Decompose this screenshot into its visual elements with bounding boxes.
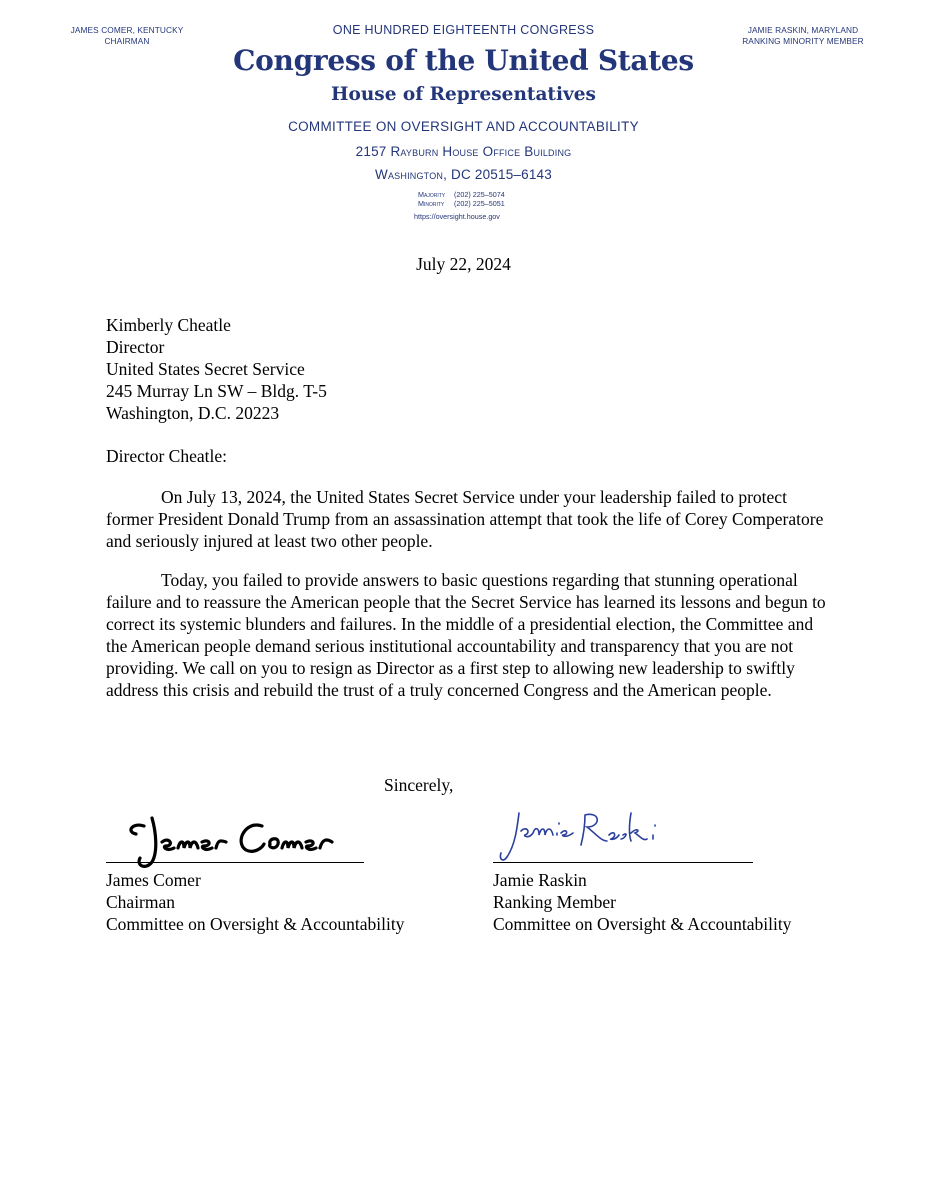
phone-numbers: [418, 190, 505, 208]
salutation: Director Cheatle:: [106, 446, 227, 466]
letter-date: July 22, 2024: [416, 254, 511, 274]
minority-phone: (202) 225–5051: [454, 199, 505, 208]
city-address: Washington, DC 20515–6143: [375, 167, 552, 182]
recipient-title: Director: [106, 337, 165, 357]
raskin-signature: [497, 805, 677, 865]
minority-label: Minority: [418, 199, 445, 208]
majority-phone-row: [418, 190, 505, 199]
signatory-committee: Committee on Oversight & Accountability: [106, 914, 405, 934]
majority-label: Majority: [418, 190, 446, 199]
signatory-committee: Committee on Oversight & Accountability: [493, 914, 792, 934]
recipient-city: Washington, D.C. 20223: [106, 403, 280, 423]
signatory-title: Ranking Member: [493, 892, 616, 912]
closing: Sincerely,: [384, 775, 454, 795]
ranking-member-title: RANKING MINORITY MEMBER: [742, 36, 864, 46]
congress-number: ONE HUNDRED EIGHTEENTH CONGRESS: [332, 23, 595, 37]
letterhead-title: Congress of the United States: [233, 44, 694, 77]
signatory-name: Jamie Raskin: [493, 870, 587, 890]
recipient-name: Kimberly Cheatle: [106, 315, 231, 335]
letterhead-subtitle: House of Representatives: [331, 84, 596, 105]
chairman-name: JAMES COMER, KENTUCKY: [70, 25, 184, 35]
ranking-member-name: JAMIE RASKIN, MARYLAND: [747, 25, 859, 35]
minority-phone-row: [418, 199, 505, 208]
majority-phone: (202) 225–5074: [454, 190, 505, 199]
recipient-street: 245 Murray Ln SW – Bldg. T-5: [106, 381, 327, 401]
committee-name: COMMITTEE ON OVERSIGHT AND ACCOUNTABILITY: [288, 119, 639, 134]
website-link[interactable]: https://oversight.house.gov: [414, 212, 500, 221]
comer-signature-line: [106, 862, 364, 863]
office-address: 2157 Rayburn House Office Building: [355, 144, 572, 159]
raskin-signature-line: [493, 862, 753, 863]
comer-signature: [122, 812, 362, 872]
recipient-address: [106, 314, 327, 424]
recipient-agency: United States Secret Service: [106, 359, 305, 379]
paragraph-1: On July 13, 2024, the United States Secret Service under your leadership failed to protect former President Donald Trump from an assassination attempt that took the life of Corey Comperatore and seriously injured at least two other people.: [106, 487, 824, 551]
signatory-raskin: [493, 869, 791, 935]
chairman-title: CHAIRMAN: [104, 36, 150, 46]
paragraph-2: Today, you failed to provide answers to basic questions regarding that stunning operational failure and to reassure the American people that the Secret Service has learned its lessons and begun to correct its systemic blunders and failures. In the middle of a presidential election, the Committee and the American people demand serious institutional accountability and transparency that you are not providing. We call on you to resign as Director as a first step to allowing new leadership to swiftly address this crisis and rebuild the trust of a truly concerned Congress and the American people.: [106, 570, 826, 700]
signatory-title: Chairman: [106, 892, 176, 912]
signatory-name: James Comer: [106, 870, 201, 890]
signatory-comer: [106, 869, 404, 935]
